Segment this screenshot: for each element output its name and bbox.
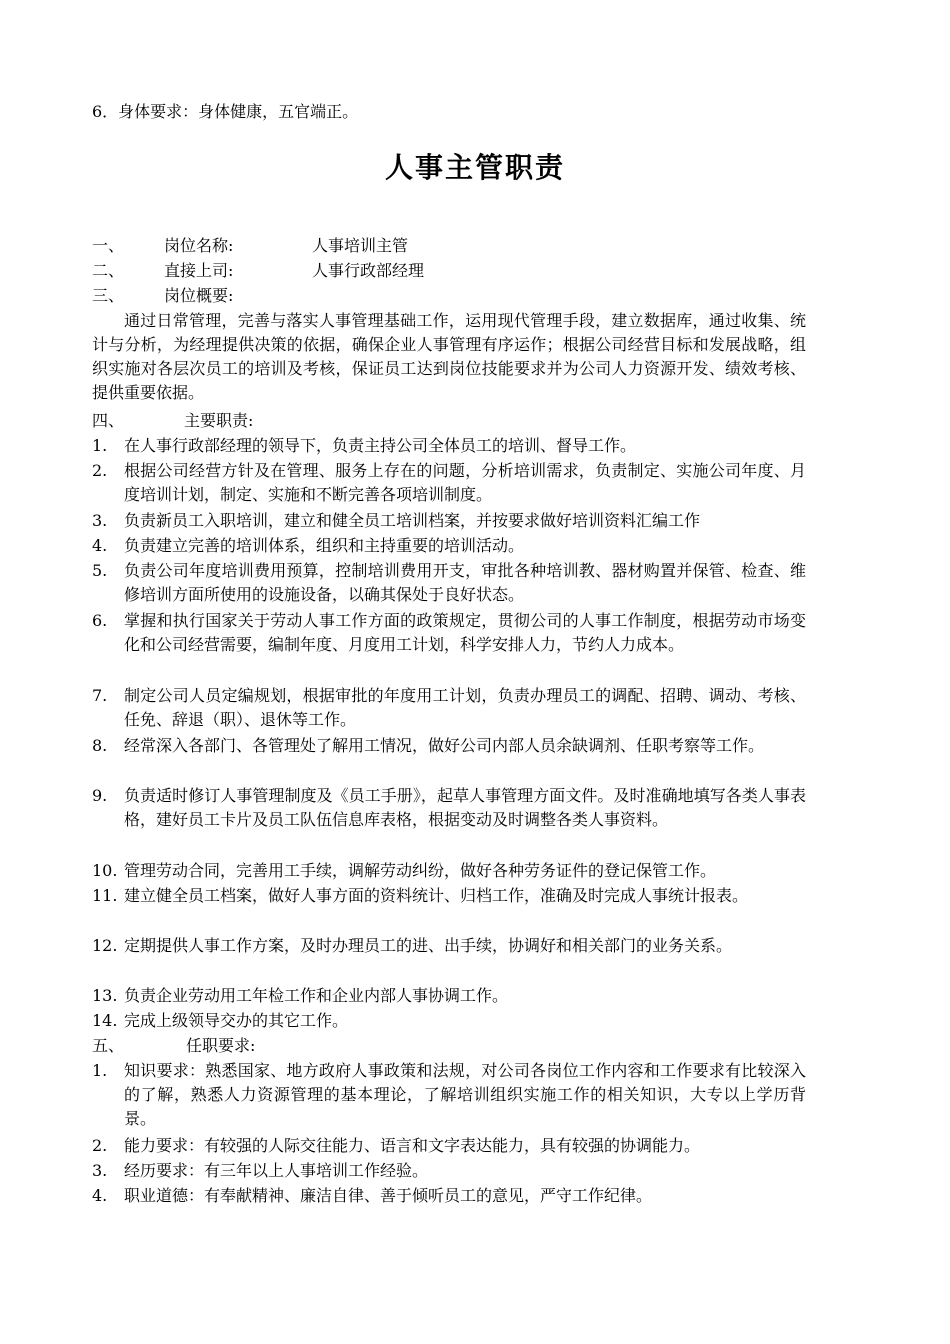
section-position-summary <box>92 284 233 308</box>
duty-item <box>92 559 806 607</box>
section-number: 五、 <box>92 1036 125 1055</box>
duty-text: 管理劳动合同，完善用工手续，调解劳动纠纷，做好各种劳务证件的登记保管工作。 <box>124 861 717 880</box>
requirement-number: 3. <box>92 1161 108 1180</box>
duty-item <box>92 784 806 832</box>
requirement-text: 经历要求：有三年以上人事培训工作经验。 <box>124 1161 429 1180</box>
duty-number: 1. <box>92 436 108 455</box>
section-label: 直接上司: <box>164 261 234 280</box>
duty-item <box>92 884 806 908</box>
duty-text: 在人事行政部经理的领导下，负责主持公司全体员工的培训、督导工作。 <box>124 436 637 455</box>
requirement-item <box>92 1159 806 1183</box>
requirement-text: 能力要求：有较强的人际交往能力、语言和文字表达能力，具有较强的协调能力。 <box>124 1136 701 1155</box>
duty-item <box>92 434 806 458</box>
duty-number: 4. <box>92 536 108 555</box>
duty-item <box>92 509 806 533</box>
requirement-text: 知识要求：熟悉国家、地方政府人事政策和法规，对公司各岗位工作内容和工作要求有比较深入的了解，熟悉人力资源管理的基本理论，了解培训组织实施工作的相关知识，大专以上学历背景。 <box>124 1061 806 1128</box>
duty-text: 掌握和执行国家关于劳动人事工作方面的政策规定，贯彻公司的人事工作制度，根据劳动市场变化和公司经营需要，编制年度、月度用工计划，科学安排人力，节约人力成本。 <box>124 611 806 654</box>
section-label: 主要职责: <box>184 411 254 430</box>
section-label: 岗位名称: <box>164 236 234 255</box>
requirement-item <box>92 1184 806 1208</box>
section-value: 人事行政部经理 <box>312 261 425 280</box>
section-main-duties <box>92 409 253 433</box>
duty-item <box>92 984 806 1008</box>
duty-number: 3. <box>92 511 108 530</box>
requirement-item <box>92 1059 806 1131</box>
requirement-number: 4. <box>92 1186 108 1205</box>
duty-number: 10. <box>92 861 118 880</box>
duty-item <box>92 609 806 657</box>
requirement-number: 1. <box>92 1061 108 1080</box>
duty-item <box>92 459 806 507</box>
requirement-text: 职业道德：有奉献精神、廉洁自律、善于倾听员工的意见，严守工作纪律。 <box>124 1186 653 1205</box>
section-label: 任职要求: <box>186 1036 256 1055</box>
duty-number: 8. <box>92 736 108 755</box>
duty-text: 制定公司人员定编规划，根据审批的年度用工计划，负责办理员工的调配、招聘、调动、考核、任免、辞退（职）、退休等工作。 <box>124 686 806 729</box>
duty-number: 6. <box>92 611 108 630</box>
duty-text: 负责公司年度培训费用预算，控制培训费用开支，审批各种培训教、器材购置并保管、检查、维修培训方面所使用的设施设备，以确其保处于良好状态。 <box>124 561 806 604</box>
duty-number: 11. <box>92 886 118 905</box>
duty-item <box>92 934 806 958</box>
duty-item <box>92 734 806 758</box>
duty-item <box>92 534 806 558</box>
section-number: 一、 <box>92 236 125 255</box>
duty-text: 负责企业劳动用工年检工作和企业内部人事协调工作。 <box>124 986 509 1005</box>
section-number: 二、 <box>92 261 125 280</box>
duty-number: 5. <box>92 561 108 580</box>
duty-text: 负责建立完善的培训体系，组织和主持重要的培训活动。 <box>124 536 525 555</box>
duty-text: 建立健全员工档案，做好人事方面的资料统计、归档工作，准确及时完成人事统计报表。 <box>124 886 749 905</box>
section-requirements <box>92 1034 255 1058</box>
duty-number: 2. <box>92 461 108 480</box>
section-position-name <box>92 234 408 258</box>
summary-paragraph: 通过日常管理，完善与落实人事管理基础工作，运用现代管理手段，建立数据库，通过收集、统计与分析，为经理提供决策的依据，确保企业人事管理有序运作；根据公司经营目标和发展战略，组织实施对各层次员工的培训及考核，保证员工达到岗位技能要求并为公司人力资源开发、绩效考核、提供重要依据。 <box>92 311 806 402</box>
duty-number: 13. <box>92 986 118 1005</box>
duty-number: 9. <box>92 786 108 805</box>
header-line: 6．身体要求：身体健康，五官端正。 <box>92 102 359 121</box>
requirement-number: 2. <box>92 1136 108 1155</box>
duty-number: 14. <box>92 1011 118 1030</box>
duty-text: 根据公司经营方针及在管理、服务上存在的问题，分析培训需求，负责制定、实施公司年度、月度培训计划，制定、实施和不断完善各项培训制度。 <box>124 461 806 504</box>
duty-item <box>92 859 806 883</box>
duty-text: 定期提供人事工作方案，及时办理员工的进、出手续，协调好和相关部门的业务关系。 <box>124 936 733 955</box>
section-number: 三、 <box>92 286 125 305</box>
duty-text: 负责新员工入职培训，建立和健全员工培训档案，并按要求做好培训资料汇编工作 <box>124 511 701 530</box>
duty-number: 12. <box>92 936 118 955</box>
requirement-item <box>92 1134 806 1158</box>
duty-text: 完成上级领导交办的其它工作。 <box>124 1011 349 1030</box>
section-label: 岗位概要: <box>164 286 234 305</box>
section-number: 四、 <box>92 411 125 430</box>
duty-text: 负责适时修订人事管理制度及《员工手册》，起草人事管理方面文件。及时准确地填写各类人事表格，建好员工卡片及员工队伍信息库表格，根据变动及时调整各类人事资料。 <box>124 786 806 829</box>
duty-text: 经常深入各部门、各管理处了解用工情况，做好公司内部人员余缺调剂、任职考察等工作。 <box>124 736 765 755</box>
duty-item <box>92 1009 806 1033</box>
duty-item <box>92 684 806 732</box>
page-title: 人事主管职责 <box>384 151 565 184</box>
duty-number: 7. <box>92 686 108 705</box>
section-direct-supervisor <box>92 259 424 283</box>
section-value: 人事培训主管 <box>312 236 409 255</box>
